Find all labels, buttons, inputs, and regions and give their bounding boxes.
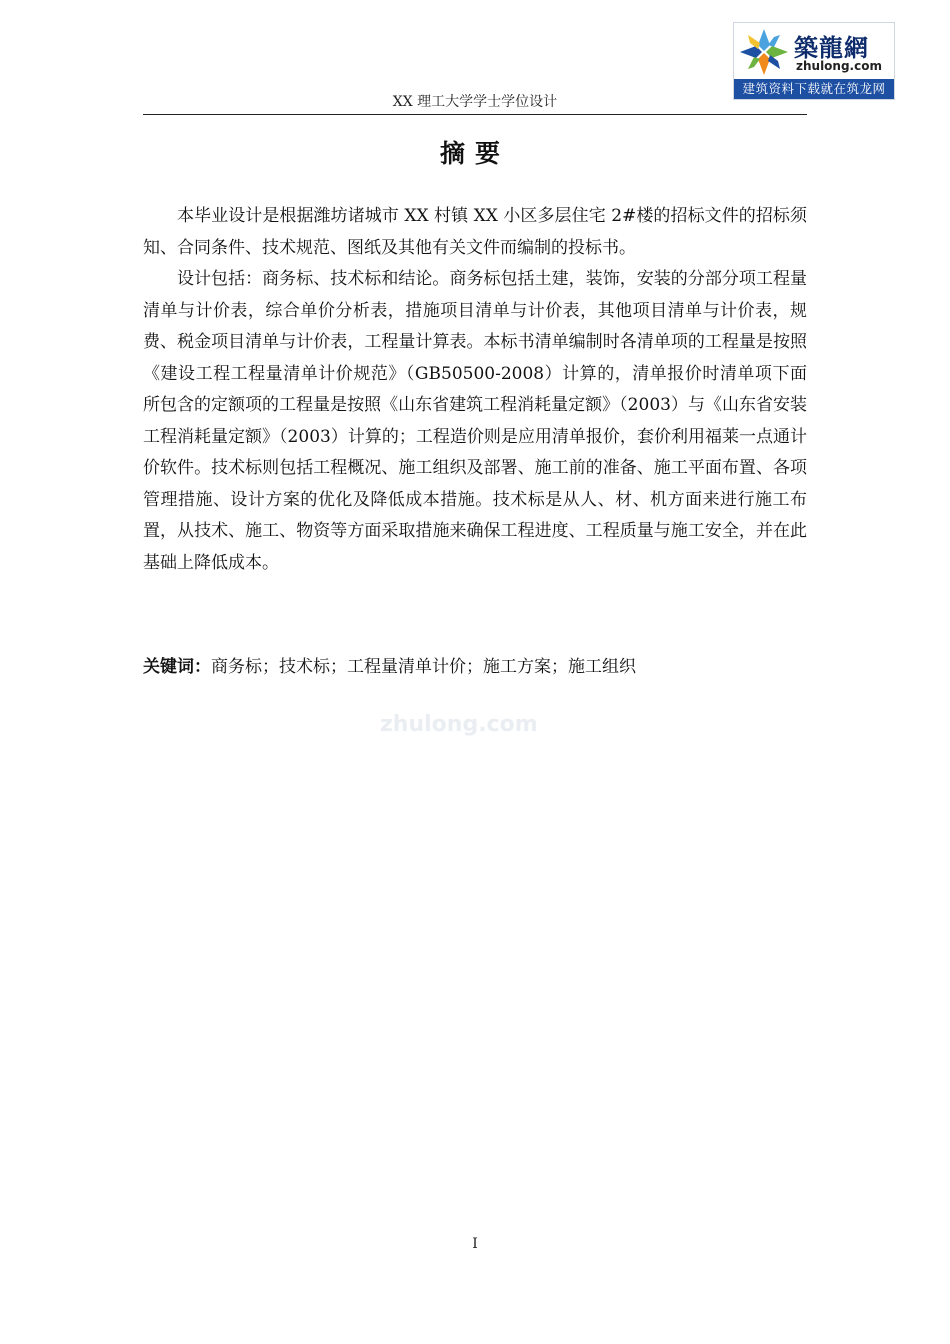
logo-brand-en: zhulong.com bbox=[796, 59, 882, 73]
running-header: XX 理工大学学士学位设计 bbox=[392, 94, 558, 110]
abstract-heading: 摘要 bbox=[439, 139, 510, 168]
logo-banner: 建筑资料下载就在筑龙网 bbox=[734, 79, 894, 99]
page-number: I bbox=[472, 1236, 478, 1252]
zhulong-logo bbox=[733, 22, 895, 100]
header-divider bbox=[143, 114, 807, 115]
abstract-paragraph-2: 设计包括：商务标、技术标和结论。商务标包括土建，装饰，安装的分部分项工程量清单与计价表，综合单价分析表，措施项目清单与计价表，其他项目清单与计价表，规费、税金项目清单与计价表，工程量计算表。本标书清单编制时各清单项的工程量是按照《建设工程工程量清单计价规范》（GB50500-2008）计算的，清单报价时清单项下面所包含的定额项的工程量是按照《山东省建筑工程消耗量定额》（2003）与《山东省安装工程消耗量定额》（2003）计算的；工程造价则是应用清单报价，套价利用福莱一点通计价软件。技术标则包括工程概况、施工组织及部署、施工前的准备、施工平面布置、各项管理措施、设计方案的优化及降低成本措施。技术标是从人、材、机方面来进行施工布置，从技术、施工、物资等方面采取措施来确保工程进度、工程质量与施工安全，并在此基础上降低成本。 bbox=[143, 269, 807, 573]
abstract-paragraph-1: 本毕业设计是根据潍坊诸城市 XX 村镇 XX 小区多层住宅 2#楼的招标文件的招标须知、合同条件、技术规范、图纸及其他有关文件而编制的投标书。 bbox=[143, 206, 807, 258]
zhulong-emblem-icon bbox=[738, 27, 790, 77]
logo-brand-cn: 築龍網 bbox=[794, 34, 869, 62]
keywords-label: 关键词： bbox=[143, 657, 211, 677]
keywords-line bbox=[143, 652, 807, 683]
keywords-text: 商务标；技术标；工程量清单计价；施工方案；施工组织 bbox=[211, 657, 636, 677]
watermark: zhulong.com bbox=[380, 712, 538, 737]
